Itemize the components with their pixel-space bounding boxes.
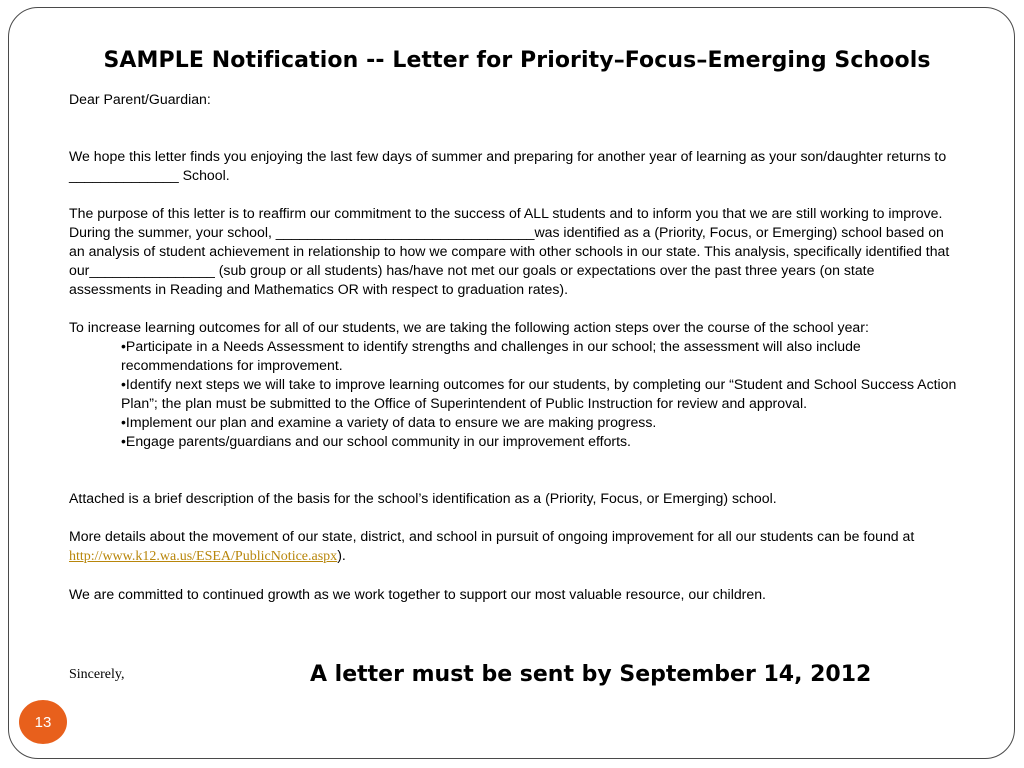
action-steps-list [69,337,959,451]
page-number: 13 [34,713,52,731]
list-item: •Participate in a Needs Assessment to identify strengths and challenges in our school; the assessment will also include recommendations for improvement. [121,338,861,373]
slide-title: SAMPLE Notification -- Letter for Priority–Focus–Emerging Schools [103,48,931,73]
closing-signoff: Sincerely, [69,667,125,682]
more-details-text: More details about the movement of our state, district, and school in pursuit of ongoing improvement for all our students can be found at [69,528,915,544]
paragraph-action-steps: To increase learning outcomes for all of our students, we are taking the following action steps over the course of the school year: [69,319,869,335]
paragraph-intro: We hope this letter finds you enjoying the last few days of summer and preparing for another year of learning as your son/daughter returns to ______________ School. [69,148,947,183]
page-number-badge [19,700,67,744]
paragraph-purpose: The purpose of this letter is to reaffirm our commitment to the success of ALL students and to inform you that we are still working to improve. During the summer, your school, _________________________________was identified as a (Priority, Focus, or Emerging) school based on an analysis of student achievement in relationship to how we compare with other schools in our state. This analysis, specifically identified that our________________ (sub group or all students) has/have not met our goals or expectations over the past three years (on state assessments in Reading and Mathematics OR with respect to graduation rates). [69,205,950,297]
salutation: Dear Parent/Guardian: [69,91,211,107]
paragraph-attachment: Attached is a brief description of the basis for the school’s identification as a (Priority, Focus, or Emerging) school. [69,490,777,506]
public-notice-link[interactable]: http://www.k12.wa.us/ESEA/PublicNotice.aspx [69,549,338,564]
list-item: •Implement our plan and examine a variety of data to ensure we are making progress. [121,414,657,430]
deadline-note: A letter must be sent by September 14, 2012 [310,662,872,687]
more-details-end: ). [337,547,346,563]
letter-body [69,90,959,604]
paragraph-commitment: We are committed to continued growth as we work together to support our most valuable resource, our children. [69,586,766,602]
paragraph-more-details [69,527,959,566]
list-item: •Identify next steps we will take to improve learning outcomes for our students, by completing our “Student and School Success Action Plan”; the plan must be submitted to the Office of Superintendent of Public Instruction for review and approval. [121,376,957,411]
list-item: •Engage parents/guardians and our school community in our improvement efforts. [121,433,631,449]
